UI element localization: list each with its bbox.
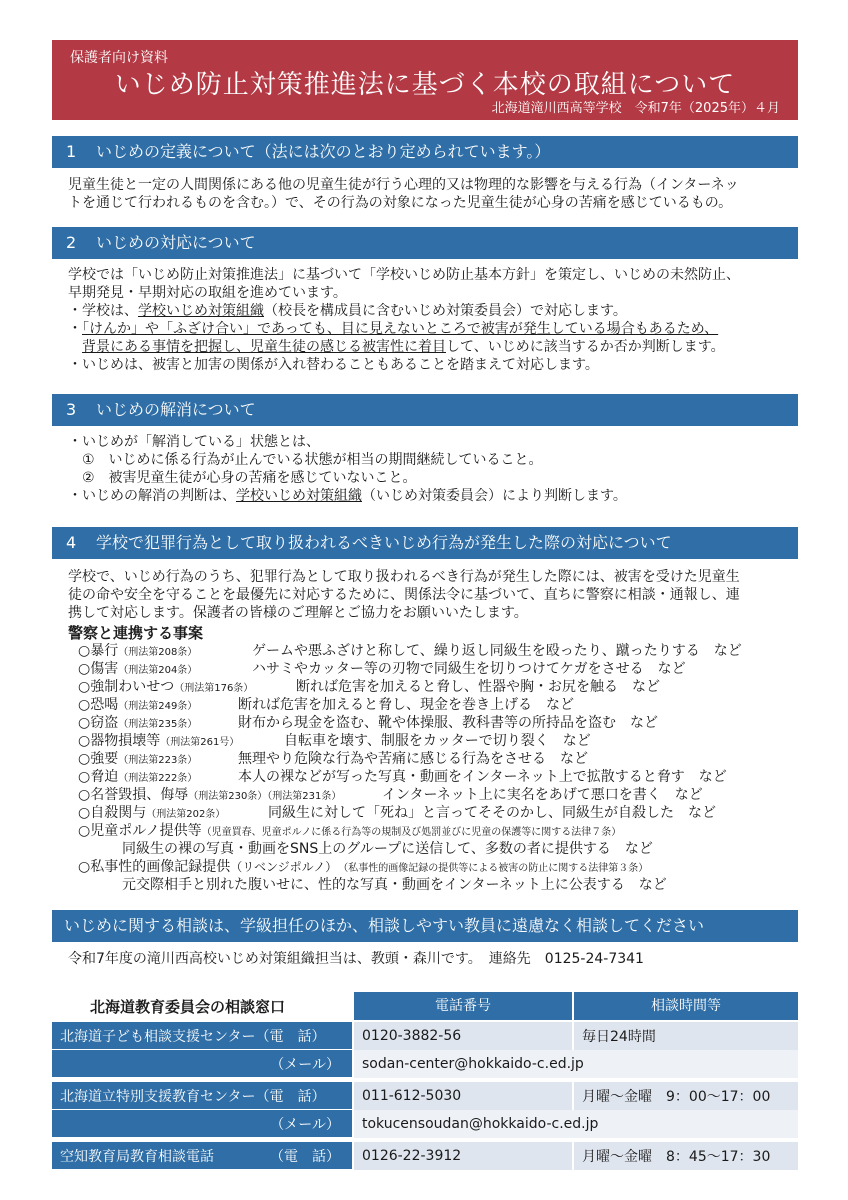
- case-desc: インターネット上に実名をあげて悪口を書く など: [382, 787, 703, 803]
- case-item: [78, 750, 588, 770]
- section-3-item: ① いじめに係る行為が止んでいる状態が相当の期間継続していること。: [82, 452, 543, 468]
- section-4-line: 徒の命や安全を守ることを最優先に対応するために、関係法令に基づいて、直ちに警察に相談・通報し、連: [68, 587, 740, 603]
- table-row: [52, 1082, 798, 1110]
- table-row: [52, 1142, 798, 1170]
- underlined-text: 学校いじめ対策組織: [138, 303, 264, 319]
- section-4-body: [68, 568, 788, 622]
- case-law: （刑法第223条）: [118, 755, 198, 766]
- case-desc: 自転車を壊す、制服をカッターで切り裂く など: [284, 733, 591, 749]
- case-desc: 本人の裸などが写った写真・動画をインターネット上で拡散すると脅す など: [238, 769, 727, 785]
- case-desc: 元交際相手と別れた腹いせに、性的な写真・動画をインターネット上に公表する など: [122, 877, 667, 893]
- case-desc: 断れば危害を加えると脅し、現金を巻き上げる など: [238, 697, 574, 713]
- case-name: ○窃盗: [78, 715, 119, 731]
- phone-number: 0120-3882-56: [354, 1022, 572, 1050]
- section-3-line: [68, 487, 788, 505]
- row-label: 北海道立特別支援教育センター（電 話）: [52, 1082, 352, 1110]
- section-2-bullet: [68, 320, 788, 338]
- case-name: ○暴行: [78, 643, 119, 659]
- section-3-item: ② 被害児童生徒が心身の苦痛を感じていないこと。: [82, 470, 417, 486]
- row-label-name: 空知教育局教育相談電話: [60, 1148, 214, 1165]
- section-2-number: 2: [66, 233, 77, 252]
- case-law: （刑法第261号）: [160, 737, 240, 748]
- case-item: [78, 804, 716, 824]
- case-item: [78, 822, 621, 842]
- header-banner: [52, 40, 798, 120]
- case-law: （刑法第222条）: [118, 773, 198, 784]
- section-1-number: 1: [66, 142, 77, 161]
- section-3-line: ・いじめが「解消している」状態とは、: [68, 434, 320, 450]
- case-desc: ゲームや悪ふざけと称して、繰り返し同級生を殴ったり、蹴ったりする など: [252, 643, 742, 659]
- case-desc: 同級生の裸の写真・動画をSNS上のグループに送信して、多数の者に提供する など: [122, 841, 653, 857]
- consultation-contact: 令和7年度の滝川西高校いじめ対策組織担当は、教頭・森川です。 連絡先 0125-24-7341: [68, 951, 644, 967]
- case-law: （私事性的画像記録の提供等による被害の防止に関する法律第３条）: [343, 863, 649, 874]
- case-desc: 財布から現金を盗む、靴や体操服、教科書等の所持品を盗む など: [238, 715, 658, 731]
- underlined-text: 「けんか」や「ふざけ合い」であっても、目に見えないところで被害が発生している場合もあるため、: [82, 321, 719, 337]
- section-4-line: 携して対応します。保護者の皆様のご理解とご協力をお願いいたします。: [68, 605, 528, 621]
- case-law: （刑法第249条）: [118, 701, 198, 712]
- phone-number: 0126-22-3912: [354, 1142, 572, 1170]
- column-header-phone: 電話番号: [354, 992, 572, 1020]
- section-2-bullet: [68, 302, 788, 320]
- case-item: [78, 696, 574, 716]
- case-desc: 断れば危害を加えると脅し、性器や胸・お尻を触る など: [296, 679, 660, 695]
- section-4-line: 学校で、いじめ行為のうち、犯罪行為として取り扱われるべき行為が発生した際には、被害を受けた児童生: [68, 569, 740, 585]
- section-3-body: [68, 433, 788, 505]
- table-caption: 北海道教育委員会の相談窓口: [90, 998, 286, 1016]
- bullet-text: して、いじめに該当するか否か判断します。: [446, 339, 725, 355]
- case-name: ○私事性的画像記録提供: [78, 859, 231, 875]
- bullet-text: ・学校は、: [68, 303, 138, 319]
- underlined-text: 学校いじめ対策組織: [236, 488, 362, 504]
- case-item: [78, 786, 703, 806]
- section-2-heading: [52, 227, 798, 259]
- bullet-text: （校長を構成員に含むいじめ対策委員会）で対応します。: [264, 303, 627, 319]
- phone-number: 011-612-5030: [354, 1082, 572, 1110]
- row-label: （メール）: [52, 1050, 352, 1078]
- section-1-line: 児童生徒と一定の人間関係にある他の児童生徒が行う心理的又は物理的な影響を与える行為（インターネッ: [68, 177, 739, 193]
- row-label: 北海道子ども相談支援センター（電 話）: [52, 1022, 352, 1050]
- column-header-hours: 相談時間等: [574, 992, 798, 1020]
- table-row: [52, 1050, 798, 1078]
- section-2-bullet: ・いじめは、被害と加害の関係が入れ替わることもあることを踏まえて対応します。: [68, 357, 599, 373]
- case-name: ○脅迫: [78, 769, 119, 785]
- section-2-intro: 学校では「いじめ防止対策推進法」に基づいて「学校いじめ防止基本方針」を策定し、いじめの未然防止、: [68, 267, 740, 283]
- section-2-body: [68, 266, 788, 374]
- case-name: ○傷害: [78, 661, 119, 677]
- row-label: （メール）: [52, 1110, 352, 1138]
- case-item: [78, 714, 658, 734]
- underlined-text: 背景にある事情を把握し、児童生徒の感じる被害性に着目: [82, 339, 446, 355]
- case-item: [78, 858, 648, 878]
- section-3-number: 3: [66, 400, 77, 419]
- bullet-text: （いじめ対策委員会）により判断します。: [362, 488, 627, 504]
- section-4-heading: [52, 527, 798, 559]
- case-desc: ハサミやカッター等の刃物で同級生を切りつけてケガをさせる など: [252, 661, 686, 677]
- case-paren: （リベンジポルノ）: [230, 860, 338, 874]
- section-3-title: いじめの解消について: [96, 400, 256, 419]
- case-law: （刑法第230条）（刑法第231条）: [188, 791, 342, 802]
- section-1-title: いじめの定義について（法には次のとおり定められています。）: [96, 142, 551, 161]
- bullet-text: ・: [68, 321, 82, 337]
- case-name: ○自殺関与: [78, 805, 147, 821]
- cases-title: 警察と連携する事案: [68, 624, 204, 642]
- case-desc: 無理やり危険な行為や苦痛に感じる行為をさせる など: [238, 751, 588, 767]
- header-subtitle: 保護者向け資料: [70, 50, 168, 66]
- case-name: ○器物損壊等: [78, 733, 161, 749]
- case-law: （児童買春、児童ポルノに係る行為等の規制及び処罰並びに児童の保護等に関する法律７条）: [201, 827, 622, 838]
- section-1-line: トを通じて行われるものを含む。）で、その行為の対象になった児童生徒が心身の苦痛を感じているもの。: [68, 195, 733, 211]
- case-law: （刑法第208条）: [118, 647, 198, 658]
- case-name: ○児童ポルノ提供等: [78, 823, 202, 839]
- section-2-bullet-cont: [68, 338, 788, 356]
- table-row: [52, 1110, 798, 1138]
- case-item: [78, 660, 686, 680]
- case-law: （刑法第235条）: [118, 719, 198, 730]
- section-3-heading: [52, 394, 798, 426]
- case-law: （刑法第202条）: [146, 809, 226, 820]
- row-label-tel: （電 話）: [270, 1148, 340, 1165]
- case-item: [78, 642, 742, 662]
- section-4-title: 学校で犯罪行為として取り扱われるべきいじめ行為が発生した際の対応について: [96, 533, 672, 552]
- case-name: ○名誉毀損、侮辱: [78, 787, 189, 803]
- table-row: [52, 1022, 798, 1050]
- case-item: [78, 768, 727, 788]
- hours: 月曜～金曜 8：45～17：30: [574, 1142, 798, 1170]
- header-meta: 北海道滝川西高等学校 令和7年（2025年）４月: [491, 101, 780, 116]
- case-item: [78, 732, 591, 752]
- section-1-heading: [52, 136, 798, 168]
- page-title: いじめ防止対策推進法に基づく本校の取組について: [114, 70, 736, 100]
- email-address: tokucensoudan@hokkaido-c.ed.jp: [354, 1110, 798, 1138]
- case-name: ○強要: [78, 751, 119, 767]
- section-1-body: [68, 176, 788, 212]
- case-law: （刑法第204条）: [118, 665, 198, 676]
- row-label: [52, 1142, 352, 1170]
- hours: 毎日24時間: [574, 1022, 798, 1050]
- section-2-intro: 早期発見・早期対応の取組を進めています。: [68, 285, 347, 301]
- case-name: ○恐喝: [78, 697, 119, 713]
- hours: 月曜～金曜 9：00～17：00: [574, 1082, 798, 1110]
- case-name: ○強制わいせつ: [78, 679, 175, 695]
- bullet-text: ・いじめの解消の判断は、: [68, 488, 236, 504]
- section-2-title: いじめの対応について: [96, 233, 256, 252]
- case-law: （刑法第176条）: [174, 683, 254, 694]
- email-address: sodan-center@hokkaido-c.ed.jp: [354, 1050, 798, 1078]
- case-item: [78, 678, 660, 698]
- consultation-banner: いじめに関する相談は、学級担任のほか、相談しやすい教員に遠慮なく相談してください: [52, 910, 798, 942]
- case-desc: 同級生に対して「死ね」と言ってそそのかし、同級生が自殺した など: [268, 805, 716, 821]
- section-4-number: 4: [66, 533, 77, 552]
